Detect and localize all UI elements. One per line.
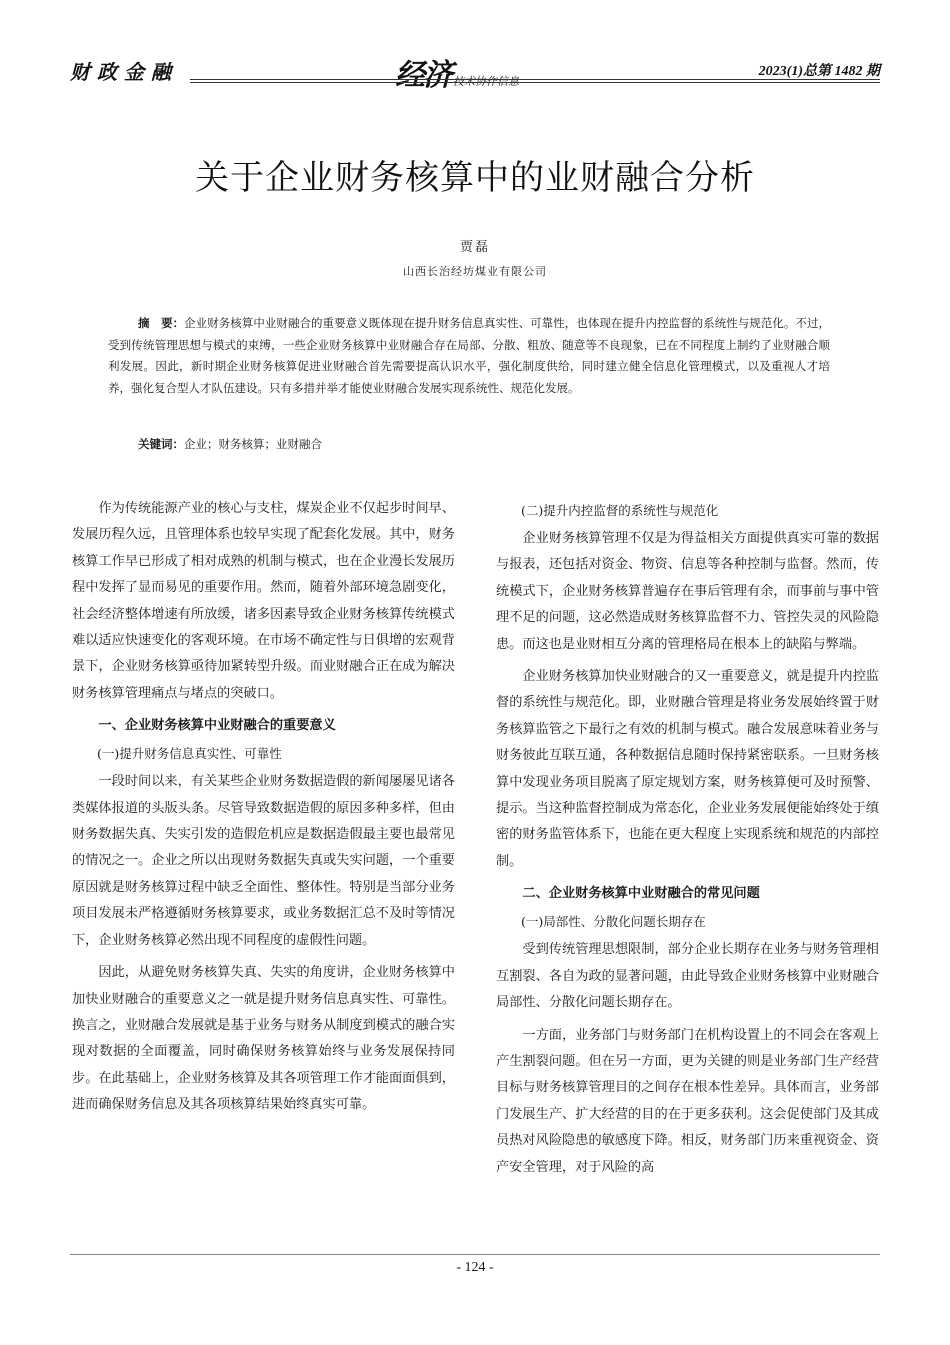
paragraph: 企业财务核算加快业财融合的又一重要意义，就是提升内控监督的系统性与规范化。即，业财融合管理是将业务发展始终置于财务核算监管之下最行之有效的机制与模式。融合发展意味着业务与财务彼此互联互通，各种数据信息随时保持紧密联系。一旦财务核算中发现业务项目脱离了原定规划方案，财务核算便可及时预警、提示。当这种监督控制成为常态化，企业业务发展便能始终处于缜密的财务监管体系下，也能在更大程度上实现系统和规范的内部控制。 (496, 669, 879, 869)
page-number: - 124 - (456, 1260, 494, 1275)
header-rule-second (190, 82, 880, 83)
paragraph: 因此，从避免财务核算失真、失实的角度讲，企业财务核算中加快业财融合的重要意义之一就是提升财务信息真实性、可靠性。换言之，业财融合发展就是基于业务与财务从制度到模式的融合实现对数据的全面覆盖，同时确保财务核算始终与业务发展保持同步。在此基础上，企业财务核算及其各项管理工作才能面面俱到，进而确保财务信息及其各项核算结果始终真实可靠。 (72, 965, 455, 1113)
journal-section: 财政金融 (70, 60, 178, 84)
paragraph: 受到传统管理思想限制，部分企业长期存在业务与财务管理相互割裂、各自为政的显著问题，由此导致企业财务核算中业财融合局部性、分散化问题长期存在。 (496, 942, 879, 1011)
subsection-heading: (二)提升内控监督的系统性与规范化 (521, 503, 719, 518)
journal-logo-subtitle: 技术协作信息 (453, 75, 519, 88)
article-title: 关于企业财务核算中的业财融合分析 (195, 158, 755, 198)
left-column (72, 496, 455, 1125)
abstract-label: 摘 要： (138, 316, 185, 330)
paragraph: 一段时间以来，有关某些企业财务数据造假的新闻屡屡见诸各类媒体报道的头版头条。尽管导致数据造假的原因多种多样，但由财务数据失真、失实引发的造假危机应是数据造假最主要也最常见的情况之一。企业之所以出现财务数据失真或失实问题，一个重要原因就是财务核算过程中缺乏全面性、整体性。特别是当部分业务项目发展未严格遵循财务核算要求，或业务数据汇总不及时等情况下，企业财务核算必然出现不同程度的虚假性问题。 (72, 774, 455, 948)
paragraph: 作为传统能源产业的核心与支柱，煤炭企业不仅起步时间早、发展历程久远，且管理体系也较早实现了配套化发展。其中，财务核算工作早已形成了相对成熟的机制与模式，也在企业漫长发展历程中发挥了显而易见的重要作用。然而，随着外部环境急剧变化，社会经济整体增速有所放缓，诸多因素导致企业财务核算传统模式难以适应快速变化的客观环境。在市场不确定性与日俱增的宏观背景下，企业财务核算亟待加紧转型升级。而业财融合正在成为解决财务核算管理痛点与堵点的突破口。 (72, 501, 455, 701)
abstract-text: 企业财务核算中业财融合的重要意义既体现在提升财务信息真实性、可靠性，也体现在提升内控监督的系统性与规范化。不过，受到传统管理思想与模式的束缚，一些企业财务核算中业财融合存在局部、分散、粗放、随意等不良现象，已在不同程度上制约了业财融合顺利发展。因此，新时期企业财务核算促进业财融合首先需要提高认识水平，强化制度供给，同时建立健全信息化管理模式，以及重视人才培养，强化复合型人才队伍建设。只有多措并举才能使业财融合发展实现系统性、规范化发展。 (108, 316, 830, 395)
paragraph: 企业财务核算管理不仅是为得益相关方面提供真实可靠的数据与报表，还包括对资金、物资、信息等各种控制与监督。然而，传统模式下，企业财务核算普遍存在事后管理有余，而事前与事中管理不足的问题，这必然造成财务核算监督不力、管控失灵的风险隐患。而这也是业财相互分离的管理格局在根本上的缺陷与弊端。 (496, 531, 879, 652)
keywords-text: 企业；财务核算；业财融合 (184, 437, 322, 451)
keywords-label: 关键词： (138, 437, 184, 451)
section-heading: 二、企业财务核算中业财融合的常见问题 (522, 886, 760, 902)
footer-rule (70, 1254, 880, 1255)
keywords (138, 436, 322, 452)
author-affiliation: 山西长治经坊煤业有限公司 (403, 265, 547, 278)
journal-logo-text: 经济 (395, 58, 451, 93)
paragraph: 一方面，业务部门与财务部门在机构设置上的不同会在客观上产生割裂问题。但在另一方面，更为关键的则是业务部门生产经营目标与财务核算管理目的之间存在根本性差异。具体而言，业务部门发展生产、扩大经营的目的在于更多获利。这会促使部门及其成员热对风险隐患的敏感度下降。相反，财务部门历来重视资金、资产安全管理，对于风险的高 (496, 1027, 879, 1175)
header-rule (190, 79, 880, 80)
author-name: 贾磊 (459, 240, 490, 255)
issue-info: 2023(1)总第 1482 期 (758, 64, 880, 79)
right-column (496, 496, 879, 1187)
subsection-heading: (一)局部性、分散化问题长期存在 (521, 914, 706, 930)
journal-logo (395, 50, 519, 94)
subsection-heading: (一)提升财务信息真实性、可靠性 (97, 746, 282, 762)
abstract (108, 313, 830, 399)
section-heading: 一、企业财务核算中业财融合的重要意义 (98, 718, 336, 734)
